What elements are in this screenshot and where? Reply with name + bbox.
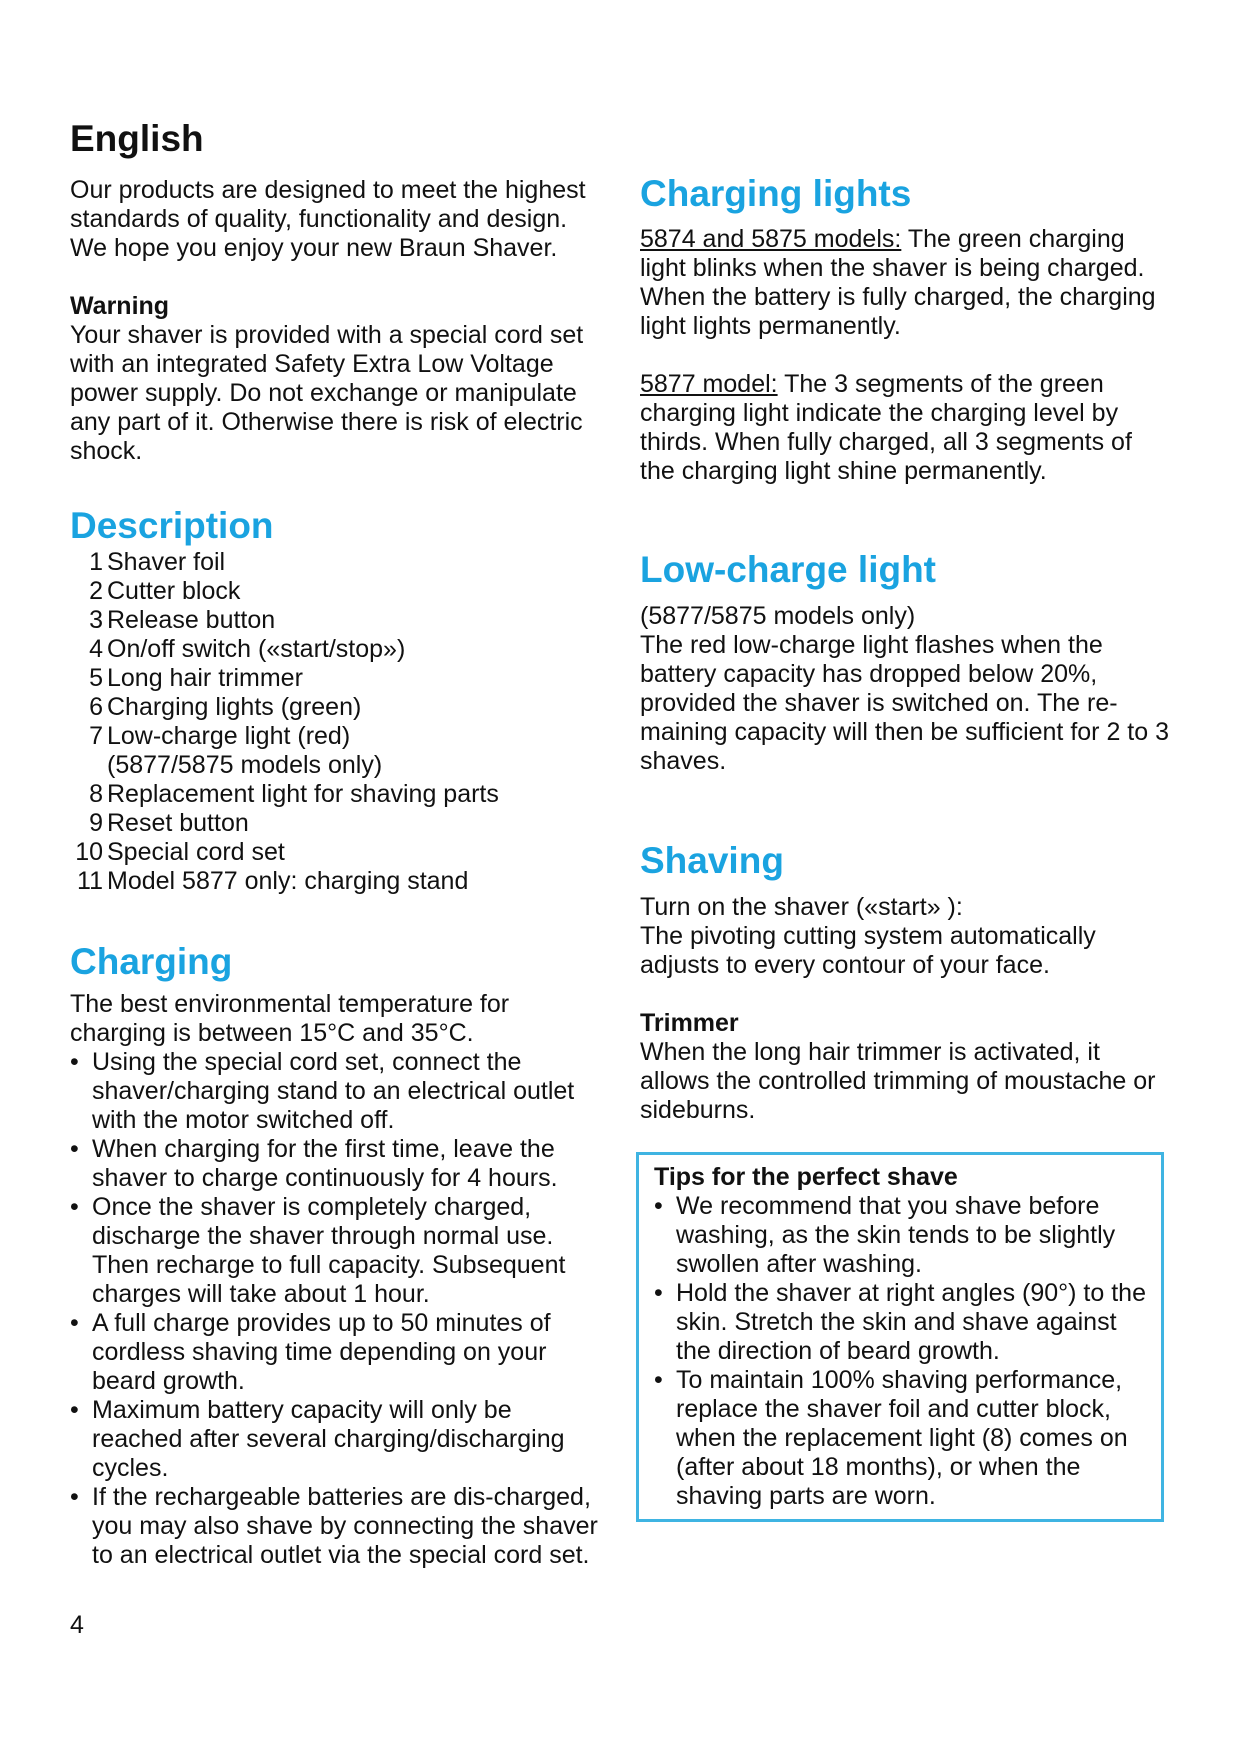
tips-box — [636, 1152, 1164, 1522]
list-item-sub: (5877/5875 models only) — [107, 751, 383, 779]
charging-lights-p2: 5877 model: The 3 segments of the green charging light indicate the charging level by thirds. When fully charged, all 3 segments of the charging light shine permanently. — [640, 370, 1132, 485]
list-item: • A full charge provides up to 50 minutes of cordless shaving time depending on your beard growth. — [70, 1309, 600, 1396]
low-charge-text: The red low-charge light flashes when the battery capacity has dropped below 20%, provided the shaver is switched on. The re-maining capacity will then be sufficient for 2 to 3 shaves. — [640, 631, 1169, 775]
list-item: 9 Reset button — [89, 809, 249, 837]
list-item: • We recommend that you shave before washing, as the skin tends to be slightly swollen after washing. — [654, 1192, 1147, 1279]
charging-lights-heading: Charging lights — [640, 173, 912, 214]
page-number: 4 — [70, 1611, 84, 1639]
model-label: 5874 and 5875 models: — [640, 225, 902, 253]
shaving-line2: The pivoting cutting system automatically adjusts to every contour of your face. — [640, 922, 1096, 979]
charging-intro: The best environmental temperature for charging is between 15°C and 35°C. — [70, 990, 510, 1047]
list-item: 7 Low-charge light (red) — [89, 722, 351, 750]
list-item: • If the rechargeable batteries are dis-charged, you may also shave by connecting the shaver to an electrical outlet via the special cord set. — [70, 1483, 600, 1570]
shaving-line1: Turn on the shaver («start» ): — [640, 893, 963, 921]
list-item: 2 Cutter block — [89, 577, 241, 605]
trimmer-text: When the long hair trimmer is activated, it allows the controlled trimming of moustache or sideburns. — [640, 1038, 1156, 1124]
low-charge-heading: Low-charge light — [640, 549, 936, 590]
description-list — [70, 548, 600, 896]
list-item: • Using the special cord set, connect the shaver/charging stand to an electrical outlet with the motor switched off. — [70, 1048, 600, 1135]
warning-heading: Warning — [70, 292, 170, 320]
list-item: • Hold the shaver at right angles (90°) to the skin. Stretch the skin and shave against the direction of beard growth. — [654, 1279, 1147, 1366]
intro-paragraph: Our products are designed to meet the highest standards of quality, functionality and design. We hope you enjoy your new Braun Shaver. — [70, 176, 586, 262]
list-item: 3 Release button — [89, 606, 276, 634]
page-title: English — [70, 118, 204, 159]
low-charge-note: (5877/5875 models only) — [640, 602, 916, 630]
warning-text: Your shaver is provided with a special cord set with an integrated Safety Extra Low Voltage power supply. Do not exchange or manipulate any part of it. Otherwise there is risk of electric shock. — [70, 321, 584, 465]
list-item: 5 Long hair trimmer — [89, 664, 303, 692]
list-item: • To maintain 100% shaving performance, replace the shaver foil and cutter block, when the replacement light (8) comes on (after about 18 months), or when the shaving parts are worn. — [654, 1366, 1147, 1511]
shaving-heading: Shaving — [640, 840, 784, 881]
list-item: • Maximum battery capacity will only be reached after several charging/discharging cycles. — [70, 1396, 600, 1483]
list-item: 1 Shaver foil — [89, 548, 226, 576]
charging-bullets — [70, 1048, 600, 1570]
trimmer-heading: Trimmer — [640, 1009, 739, 1037]
list-item: • Once the shaver is completely charged, discharge the shaver through normal use. Then recharge to full capacity. Subsequent charges will take about 1 hour. — [70, 1193, 600, 1309]
tips-bullets — [654, 1192, 1147, 1511]
list-item: 10 Special cord set — [75, 838, 285, 866]
description-heading: Description — [70, 505, 274, 546]
list-item: 8 Replacement light for shaving parts — [89, 780, 499, 808]
list-item: 4 On/off switch («start/stop») — [89, 635, 406, 663]
list-item: 6 Charging lights (green) — [89, 693, 362, 721]
charging-lights-p1: 5874 and 5875 models: The green charging light blinks when the shaver is being charged. When the battery is fully charged, the charging light lights permanently. — [640, 225, 1156, 340]
charging-heading: Charging — [70, 941, 233, 982]
list-item: 11 Model 5877 only: charging stand — [77, 867, 469, 895]
model-label: 5877 model: — [640, 370, 778, 398]
tips-heading: Tips for the perfect shave — [654, 1163, 958, 1191]
list-item: • When charging for the first time, leave the shaver to charge continuously for 4 hours. — [70, 1135, 600, 1193]
